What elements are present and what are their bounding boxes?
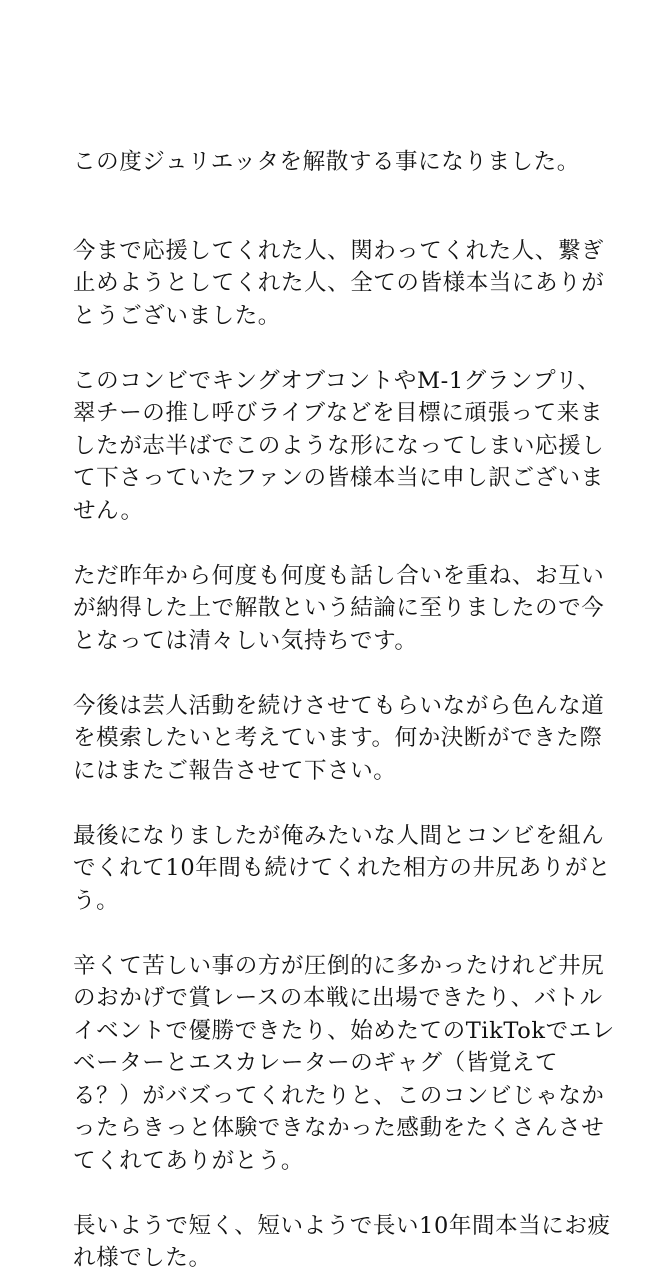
text-line: このコンビでキングオブコントやM-1グランプリ、 <box>73 367 601 394</box>
text-line: イベントで優勝できたり、始めたてのTikTokでエレ <box>73 1017 615 1044</box>
paragraph-thanks <box>73 235 613 333</box>
text-line: ったらきっと体験できなかった感動をたくさんさせ <box>73 1115 605 1141</box>
text-line: とうございました。 <box>73 302 281 329</box>
paragraph-spacer <box>73 917 613 950</box>
text-line: のおかげで賞レースの本戦に出場できたり、バトル <box>73 985 603 1011</box>
text-line: 今まで応援してくれた人、関わってくれた人、繋ぎ <box>73 237 605 264</box>
text-line: を模索したいと考えています。何か決断ができた際 <box>73 725 603 751</box>
text-line: て下さっていたファンの皆様本当に申し訳ございま <box>73 465 604 491</box>
text-line: ベーターとエスカレーターのギャグ（皆覚えて <box>73 1050 559 1076</box>
paragraph-opening <box>73 146 613 179</box>
paragraph-decision <box>73 560 613 658</box>
text-line: 止めようとしてくれた人、全ての皆様本当にありが <box>73 270 605 296</box>
text-line: が納得した上で解散という結論に至りましたので今 <box>73 595 605 621</box>
text-line: 長いようで短く、短いようで長い10年間本当にお疲 <box>73 1212 611 1239</box>
text-line: にはまたご報告させて下さい。 <box>73 757 397 784</box>
paragraph-spacer <box>73 657 613 690</box>
paragraph-apology <box>73 365 613 528</box>
text-line: この度ジュリエッタを解散する事になりました。 <box>73 149 580 175</box>
text-line: ただ昨年から何度も何度も話し合いを重ね、お互い <box>73 562 605 589</box>
text-line: せん。 <box>73 497 144 524</box>
paragraph-spacer <box>73 787 613 820</box>
text-line: る？）がバズってくれたりと、このコンビじゃなか <box>73 1082 605 1109</box>
paragraph-memories <box>73 950 613 1178</box>
text-line: 今後は芸人活動を続けさせてもらいながら色んな道 <box>73 692 605 719</box>
text-line: れ様でした。 <box>73 1245 212 1271</box>
text-line: 翠チーの推し呼びライブなどを目標に頑張って来ま <box>73 400 603 426</box>
paragraph-partner <box>73 820 613 918</box>
text-line: となっては清々しい気持ちです。 <box>73 627 418 654</box>
dissolution-statement <box>73 146 613 1275</box>
paragraph-spacer <box>73 179 613 235</box>
paragraph-spacer <box>73 527 613 560</box>
paragraph-spacer <box>73 332 613 365</box>
paragraph-closing <box>73 1210 613 1275</box>
text-line: 最後になりましたが俺みたいな人間とコンビを組ん <box>73 822 605 849</box>
text-line: う。 <box>73 887 120 914</box>
text-line: てくれてありがとう。 <box>73 1147 305 1174</box>
text-line: でくれて10年間も続けてくれた相方の井尻ありがと <box>73 855 612 881</box>
text-line: 辛くて苦しい事の方が圧倒的に多かったけれど井尻 <box>73 952 605 979</box>
paragraph-spacer <box>73 1177 613 1210</box>
paragraph-future <box>73 690 613 788</box>
text-line: したが志半ばでこのような形になってしまい応援し <box>73 432 605 459</box>
